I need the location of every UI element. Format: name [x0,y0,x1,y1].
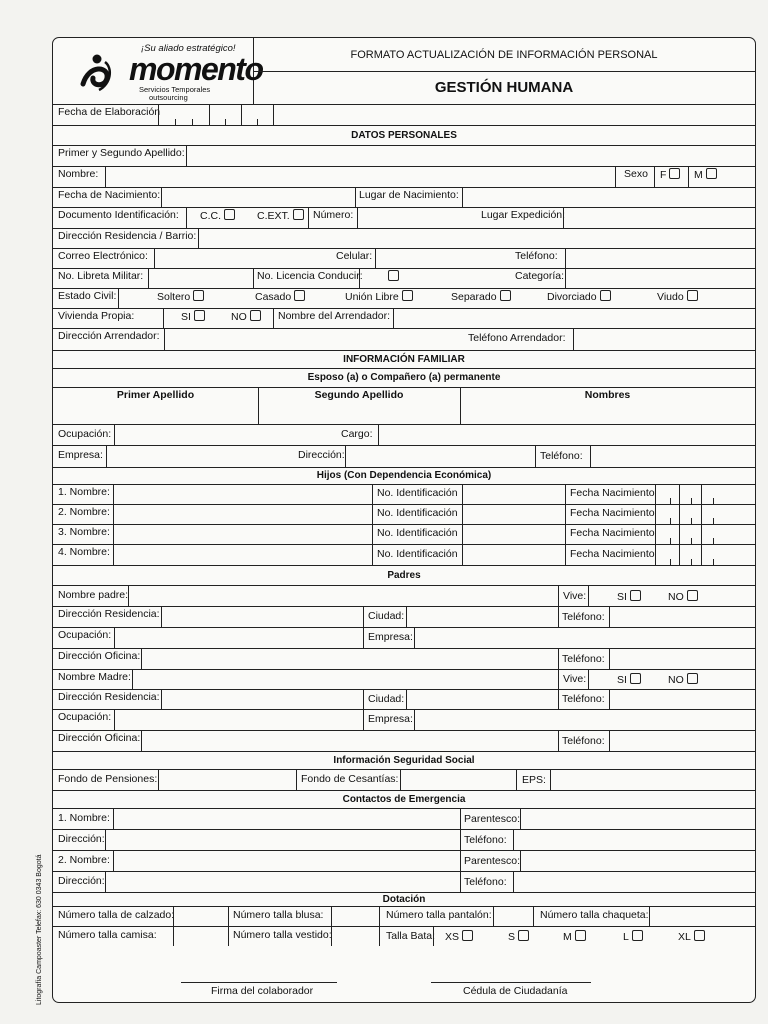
logo-subtitle: Servicios Temporales [139,85,211,94]
mother-alive-label: Vive: [563,673,587,685]
father-company-label: Empresa: [368,631,413,643]
landlord-address-label: Dirección Arrendador: [58,330,160,342]
gown-s-checkbox[interactable] [518,930,529,941]
signature-label: Firma del colaborador [211,985,314,997]
father-office-phone-label: Teléfono: [562,653,605,665]
gown-l-checkbox[interactable] [632,930,643,941]
form-title: FORMATO ACTUALIZACIÓN DE INFORMACIÓN PERSONAL [253,38,755,72]
social-security-row[interactable] [53,769,755,791]
married-option[interactable]: Casado [255,290,305,303]
surnames-row[interactable] [53,145,755,167]
emergency-2-name-row[interactable] [53,850,755,872]
spouse-col-first-surname: Primer Apellido [116,389,195,401]
emergency-1-address-row[interactable] [53,829,755,851]
father-office-label: Dirección Oficina: [58,650,141,662]
father-residence-row[interactable] [53,606,755,628]
mother-alive-yes-option[interactable]: SI [617,673,641,686]
category-label: Categoría: [515,270,565,282]
birth-place-label: Lugar de Nacimiento: [359,189,459,201]
mother-alive-no-option[interactable]: NO [668,673,698,686]
father-residence-label: Dirección Residencia: [58,608,160,620]
civil-status-row[interactable] [53,288,755,309]
child-3-birth-label: Fecha Nacimiento [570,527,655,539]
mother-office-row[interactable] [53,730,755,752]
divorced-checkbox[interactable] [600,290,611,301]
printer-credit: Litografía Campoaster Telefax: 630 0343 Bogotá [36,854,43,1005]
housing-no-checkbox[interactable] [250,310,261,321]
shirt-size-label: Número talla camisa: [58,929,157,941]
housing-yes-option[interactable]: SI [181,310,205,323]
child-4-birth-label: Fecha Nacimiento [570,548,655,560]
mother-office-phone-label: Teléfono: [562,735,605,747]
child-3-id-label: No. Identificación [377,527,458,539]
widowed-option[interactable]: Viudo [657,290,698,303]
child-2-birth-label: Fecha Nacimiento [570,507,655,519]
section-esposo: Esposo (a) o Compañero (a) permanente [53,368,755,388]
license-option[interactable] [385,270,399,283]
address-row[interactable] [53,228,755,249]
name-label: Nombre: [58,168,99,180]
gown-xs-option[interactable]: XS [445,930,473,943]
section-hijos: Hijos (Con Dependencia Económica) [53,467,755,485]
section-dotacion: Dotación [53,892,755,907]
mother-residence-label: Dirección Residencia: [58,691,160,703]
spouse-occupation-label: Ocupación: [58,428,112,440]
gown-s-option[interactable]: S [508,930,529,943]
name-row[interactable] [53,166,755,188]
mother-office-label: Dirección Oficina: [58,732,141,744]
spouse-phone-label: Teléfono: [540,450,583,462]
document-row[interactable] [53,207,755,229]
child-4-name-label: 4. Nombre: [58,546,110,558]
spouse-occupation-row[interactable] [53,424,755,446]
logo-subtitle-2: outsourcing [149,93,188,102]
separated-option[interactable]: Separado [451,290,511,303]
gown-xl-option[interactable]: XL [678,930,705,943]
mother-phone-label: Teléfono: [562,693,605,705]
emergency-2-name-label: 2. Nombre: [58,854,110,866]
section-padres: Padres [53,565,755,586]
elaboration-date-row [53,104,755,126]
email-label: Correo Electrónico: [58,250,148,262]
gown-m-checkbox[interactable] [575,930,586,941]
housing-row[interactable] [53,308,755,329]
mother-occupation-row[interactable] [53,709,755,731]
civil-status-label: Estado Civil: [58,290,117,302]
uniform-row-2[interactable] [53,926,755,946]
logo-brand: momento [129,51,263,87]
phone-label: Teléfono: [515,250,558,262]
doc-number-label: Número: [313,209,354,221]
spouse-names-input-row[interactable] [53,405,755,425]
blouse-size-label: Número talla blusa: [233,909,324,921]
emergency-2-phone-label: Teléfono: [464,876,507,888]
cext-option[interactable]: C.EXT. [257,209,304,222]
section-informacion-familiar: INFORMACIÓN FAMILIAR [53,350,755,369]
child-2-name-label: 2. Nombre: [58,506,110,518]
cext-checkbox[interactable] [293,209,304,220]
child-1-id-label: No. Identificación [377,487,458,499]
child-row-1[interactable] [53,484,755,505]
cc-option[interactable]: C.C. [200,209,235,222]
child-1-name-label: 1. Nombre: [58,486,110,498]
spouse-col-second-surname: Segundo Apellido [314,389,404,401]
spouse-position-label: Cargo: [341,428,373,440]
emergency-2-address-row[interactable] [53,871,755,893]
emergency-2-relation-label: Parentesco: [464,855,521,867]
jacket-size-label: Número talla chaqueta: [540,909,649,921]
department-title: GESTIÓN HUMANA [434,79,574,96]
child-row-2[interactable] [53,504,755,525]
severance-fund-label: Fondo de Cesantías: [301,773,399,785]
mother-name-label: Nombre Madre: [58,671,131,683]
uniform-row-1[interactable] [53,906,755,927]
separated-checkbox[interactable] [500,290,511,301]
pants-size-label: Número talla pantalón: [386,909,492,921]
logo-swirl-icon [79,54,125,94]
pension-fund-label: Fondo de Pensiones: [58,773,158,785]
sex-m-option[interactable]: M [694,168,717,181]
child-row-4[interactable] [53,544,755,566]
father-name-row[interactable] [53,585,755,607]
gown-l-option[interactable]: L [623,930,643,943]
contact-row[interactable] [53,248,755,269]
spouse-col-names: Nombres [584,389,631,401]
child-row-3[interactable] [53,524,755,545]
father-alive-no-option[interactable]: NO [668,590,698,603]
section-contactos-emergencia: Contactos de Emergencia [53,790,755,809]
own-housing-label: Vivienda Propia: [58,310,135,322]
father-office-row[interactable] [53,648,755,670]
landlord-phone-label: Teléfono Arrendador: [468,332,566,344]
father-alive-yes-option[interactable]: SI [617,590,641,603]
father-occupation-row[interactable] [53,627,755,649]
eps-label: EPS: [522,774,546,786]
form-header [53,38,755,105]
father-alive-yes-checkbox[interactable] [630,590,641,601]
child-4-id-label: No. Identificación [377,548,458,560]
mobile-label: Celular: [336,250,373,262]
mother-alive-no-checkbox[interactable] [687,673,698,684]
father-phone-label: Teléfono: [562,611,605,623]
sex-f-option[interactable]: F [660,168,680,181]
child-2-id-label: No. Identificación [377,507,458,519]
housing-no-option[interactable]: NO [231,310,261,323]
father-city-label: Ciudad: [368,610,405,622]
father-name-label: Nombre padre: [58,589,129,601]
license-checkbox[interactable] [388,270,399,281]
spouse-columns-row [53,387,755,405]
mother-city-label: Ciudad: [368,693,405,705]
mother-company-label: Empresa: [368,713,413,725]
single-option[interactable]: Soltero [157,290,204,303]
license-label: No. Licencia Conducir: [257,270,363,282]
gown-m-option[interactable]: M [563,930,586,943]
surnames-label: Primer y Segundo Apellido: [58,147,185,159]
section-seguridad-social: Información Seguridad Social [53,751,755,770]
gown-size-label: Talla Bata: [386,930,436,942]
emergency-1-name-label: 1. Nombre: [58,812,110,824]
expedition-place-label: Lugar Expedición: [481,209,566,221]
document-label: Documento Identificación: [58,209,179,221]
birth-date-label: Fecha de Nacimiento: [58,189,161,201]
military-row[interactable] [53,268,755,289]
signature-line [181,982,337,983]
landlord-label: Nombre del Arrendador: [278,310,391,322]
company-logo [53,38,263,104]
gown-xl-checkbox[interactable] [694,930,705,941]
military-card-label: No. Libreta Militar: [58,270,144,282]
spouse-company-label: Empresa: [58,449,103,461]
spouse-address-label: Dirección: [298,449,345,461]
cc-checkbox[interactable] [224,209,235,220]
elaboration-date-label: Fecha de Elaboración [58,106,161,118]
sex-m-checkbox[interactable] [706,168,717,179]
single-checkbox[interactable] [193,290,204,301]
father-occupation-label: Ocupación: [58,629,112,641]
sex-f-checkbox[interactable] [669,168,680,179]
mother-name-row[interactable] [53,669,755,690]
emergency-1-relation-label: Parentesco: [464,813,521,825]
dress-size-label: Número talla vestido: [233,929,332,941]
father-alive-label: Vive: [563,590,587,602]
spouse-company-row[interactable] [53,445,755,468]
birth-row[interactable] [53,187,755,208]
personal-info-form [52,37,756,1003]
married-checkbox[interactable] [294,290,305,301]
emergency-1-name-row[interactable] [53,808,755,830]
gown-xs-checkbox[interactable] [462,930,473,941]
child-1-birth-label: Fecha Nacimiento [570,487,655,499]
divorced-option[interactable]: Divorciado [547,290,611,303]
shoe-size-label: Número talla de calzado: [58,909,175,921]
id-line [431,982,591,983]
id-card-label: Cédula de Ciudadanía [463,985,568,997]
emergency-1-address-label: Dirección: [58,833,105,845]
section-datos-personales: DATOS PERSONALES [53,125,755,146]
father-alive-no-checkbox[interactable] [687,590,698,601]
widowed-checkbox[interactable] [687,290,698,301]
free-union-checkbox[interactable] [402,290,413,301]
sex-label: Sexo [624,168,648,180]
logo-slogan: ¡Su aliado estratégico! [141,43,236,54]
child-3-name-label: 3. Nombre: [58,526,110,538]
housing-yes-checkbox[interactable] [194,310,205,321]
address-label: Dirección Residencia / Barrio: [58,230,197,242]
mother-alive-yes-checkbox[interactable] [630,673,641,684]
emergency-2-address-label: Dirección: [58,875,105,887]
mother-occupation-label: Ocupación: [58,711,112,723]
free-union-option[interactable]: Unión Libre [345,290,413,303]
landlord-address-row[interactable] [53,328,755,351]
mother-residence-row[interactable] [53,689,755,710]
emergency-1-phone-label: Teléfono: [464,834,507,846]
